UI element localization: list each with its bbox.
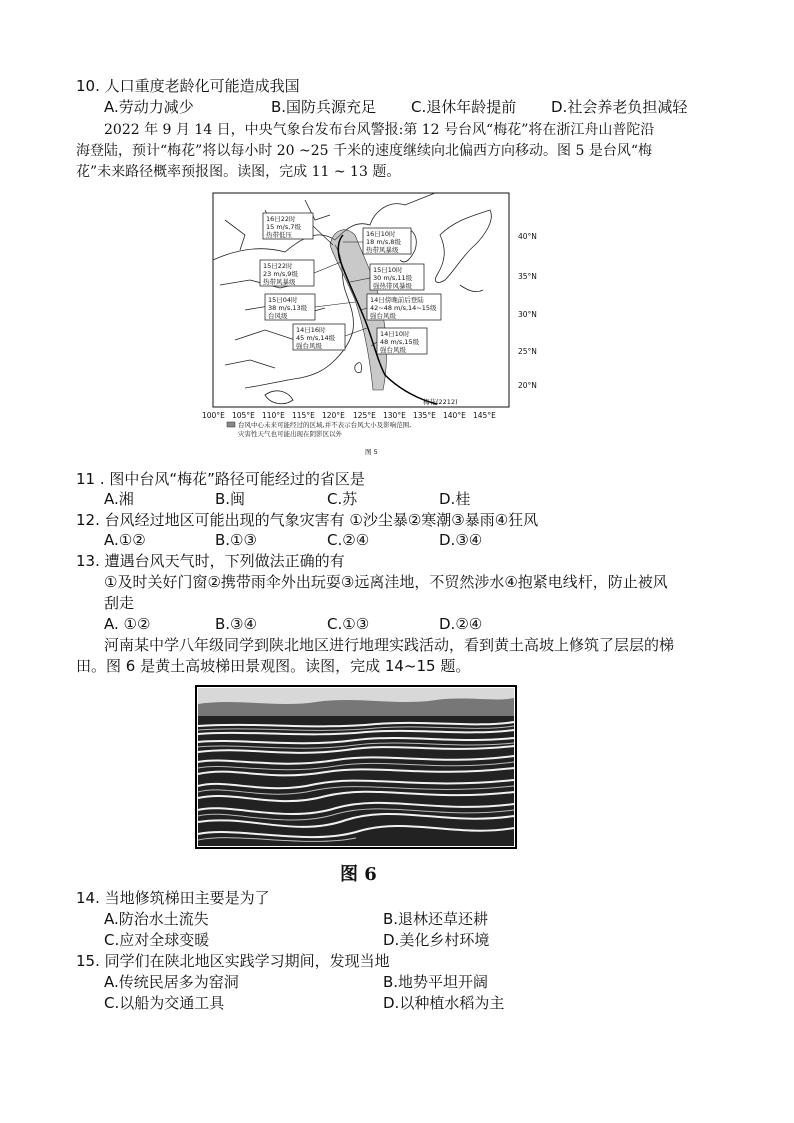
q10-option-a: A.劳动力减少 bbox=[104, 98, 194, 116]
q12-option-a: A.①② bbox=[104, 531, 146, 549]
svg-text:38 m/s,13级: 38 m/s,13级 bbox=[268, 304, 308, 312]
map-note-1: 台风中心未来可能经过的区域,并不表示台风大小及影响范围, bbox=[238, 421, 412, 429]
q12-option-b: B.①③ bbox=[215, 531, 257, 549]
svg-text:30 m/s,11级: 30 m/s,11级 bbox=[373, 274, 413, 282]
passage2-line2: 田。图 6 是黄土高坡梯田景观图。读图，完成 14~15 题。 bbox=[76, 657, 471, 675]
passage1-line3: 花”未来路径概率预报图。读图，完成 11 ~ 13 题。 bbox=[76, 164, 401, 180]
svg-text:强热带风暴级: 强热带风暴级 bbox=[373, 282, 412, 290]
svg-text:16日10时: 16日10时 bbox=[366, 230, 396, 238]
q14-option-b: B.退林还草还耕 bbox=[383, 910, 489, 928]
passage2-line1: 河南某中学八年级同学到陕北地区进行地理实践活动，看到黄土高坡上修筑了层层的梯 bbox=[104, 636, 675, 654]
q10-stem: 10. 人口重度老龄化可能造成我国 bbox=[76, 77, 300, 95]
svg-text:20°N: 20°N bbox=[518, 381, 537, 390]
q11-option-d: D.桂 bbox=[439, 490, 471, 508]
q13-stem: 13. 遭遇台风天气时，下列做法正确的有 bbox=[76, 552, 345, 570]
svg-text:14日10时: 14日10时 bbox=[380, 330, 410, 338]
terraced-fields-photo bbox=[196, 686, 516, 848]
svg-text:45 m/s,14级: 45 m/s,14级 bbox=[296, 334, 336, 342]
q10-option-d: D.社会养老负担减轻 bbox=[551, 98, 688, 116]
q12-stem: 12. 台风经过地区可能出现的气象灾害有 ①沙尘暴②寒潮③暴雨④狂风 bbox=[76, 511, 539, 529]
map-note-2: 灾害性天气也可能出现在阴影区以外 bbox=[238, 430, 342, 438]
typhoon-track-map bbox=[202, 190, 537, 460]
svg-text:105°E: 105°E bbox=[232, 411, 255, 420]
q15-option-b: B.地势平坦开阔 bbox=[383, 973, 489, 991]
q11-option-b: B.闽 bbox=[215, 490, 246, 508]
latitude-labels bbox=[518, 232, 537, 390]
svg-text:120°E: 120°E bbox=[322, 411, 345, 420]
svg-text:25°N: 25°N bbox=[518, 347, 537, 356]
svg-text:强台风级: 强台风级 bbox=[380, 346, 406, 354]
svg-text:15日10时: 15日10时 bbox=[373, 266, 403, 274]
q15-option-c: C.以船为交通工具 bbox=[104, 994, 225, 1012]
q11-option-a: A.湘 bbox=[104, 490, 134, 508]
svg-text:23 m/s,9级: 23 m/s,9级 bbox=[263, 270, 298, 278]
svg-text:145°E: 145°E bbox=[473, 411, 496, 420]
svg-text:42~48 m/s,14~15级: 42~48 m/s,14~15级 bbox=[370, 304, 437, 312]
svg-text:110°E: 110°E bbox=[262, 411, 285, 420]
svg-text:125°E: 125°E bbox=[353, 411, 376, 420]
svg-text:18 m/s,8级: 18 m/s,8级 bbox=[366, 238, 401, 246]
svg-text:115°E: 115°E bbox=[292, 411, 315, 420]
storm-name-label: 梅花(2212) bbox=[423, 398, 458, 406]
svg-text:热带风暴级: 热带风暴级 bbox=[366, 246, 399, 254]
svg-text:强台风级: 强台风级 bbox=[370, 312, 396, 320]
q11-option-c: C.苏 bbox=[327, 490, 358, 508]
q15-stem: 15. 同学们在陕北地区实践学习期间，发现当地 bbox=[76, 952, 390, 970]
q14-option-c: C.应对全球变暖 bbox=[104, 931, 210, 949]
q13-option-a: A. ①② bbox=[104, 615, 151, 633]
passage1-line2: 海登陆，预计“梅花”将以每小时 20 ~25 千米的速度继续向北偏西方向移动。图 5 是台风“梅 bbox=[76, 143, 652, 159]
q12-option-d: D.③④ bbox=[439, 531, 483, 549]
q15-option-d: D.以种植水稻为主 bbox=[383, 994, 505, 1012]
svg-text:140°E: 140°E bbox=[443, 411, 466, 420]
svg-text:14日16时: 14日16时 bbox=[296, 326, 326, 334]
q14-stem: 14. 当地修筑梯田主要是为了 bbox=[76, 889, 270, 907]
q11-stem: 11 . 图中台风“梅花”路径可能经过的省区是 bbox=[76, 470, 365, 488]
svg-text:40°N: 40°N bbox=[518, 232, 537, 241]
q13-statements-cont: 刮走 bbox=[104, 594, 135, 612]
svg-text:台风级: 台风级 bbox=[268, 312, 288, 320]
q12-option-c: C.②④ bbox=[327, 531, 370, 549]
q13-option-c: C.①③ bbox=[327, 615, 370, 633]
svg-text:热带风暴级: 热带风暴级 bbox=[263, 278, 296, 286]
q10-option-c: C.退休年龄提前 bbox=[411, 98, 517, 116]
svg-text:135°E: 135°E bbox=[413, 411, 436, 420]
q13-option-d: D.②④ bbox=[439, 615, 483, 633]
svg-text:强台风级: 强台风级 bbox=[296, 342, 322, 350]
forecast-box-14d10 bbox=[371, 328, 427, 354]
q13-statements: ①及时关好门窗②携带雨伞外出玩耍③远离洼地，不贸然涉水④抱紧电线杆，防止被风 bbox=[104, 573, 668, 591]
q10-option-b: B.国防兵源充足 bbox=[271, 98, 377, 116]
svg-text:14日傍晚前后登陆: 14日傍晚前后登陆 bbox=[370, 296, 424, 304]
longitude-labels bbox=[202, 411, 496, 420]
svg-text:15 m/s,7级: 15 m/s,7级 bbox=[266, 223, 301, 231]
q14-option-a: A.防治水土流失 bbox=[104, 910, 209, 928]
svg-text:16日22时: 16日22时 bbox=[266, 215, 296, 223]
q14-option-d: D.美化乡村环境 bbox=[383, 931, 490, 949]
svg-text:热带低压: 热带低压 bbox=[266, 231, 292, 239]
svg-text:15日04时: 15日04时 bbox=[268, 296, 298, 304]
q13-option-b: B.③④ bbox=[215, 615, 257, 633]
svg-text:130°E: 130°E bbox=[383, 411, 406, 420]
legend-swatch bbox=[227, 422, 235, 427]
svg-text:15日22时: 15日22时 bbox=[263, 262, 293, 270]
forecast-box-14-evening bbox=[361, 294, 441, 320]
svg-text:100°E: 100°E bbox=[202, 411, 225, 420]
svg-text:35°N: 35°N bbox=[518, 272, 537, 281]
figure5-caption: 图 5 bbox=[365, 448, 378, 456]
svg-text:48 m/s,15级: 48 m/s,15级 bbox=[380, 338, 420, 346]
figure6-caption: 图 6 bbox=[340, 864, 377, 885]
passage1-line1: 2022 年 9 月 14 日，中央气象台发布台风警报:第 12 号台风“梅花”将在浙江舟山普陀沿 bbox=[104, 122, 655, 138]
q15-option-a: A.传统民居多为窑洞 bbox=[104, 973, 239, 991]
svg-text:30°N: 30°N bbox=[518, 310, 537, 319]
